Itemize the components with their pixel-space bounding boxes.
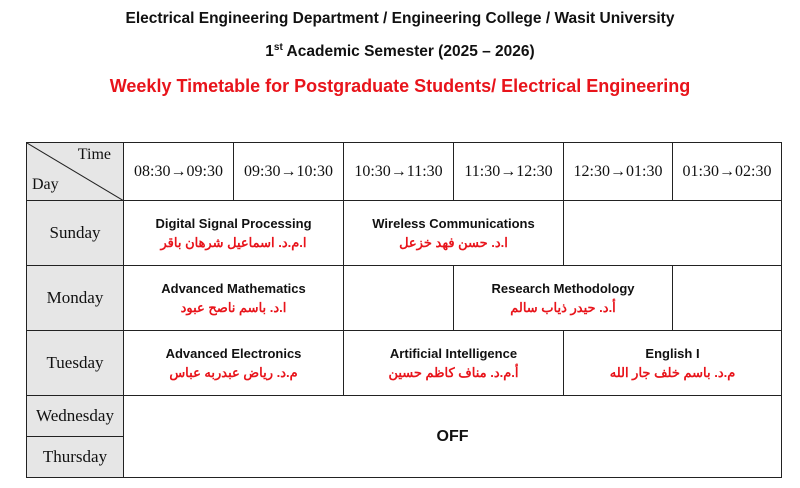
time-header-row [27,143,782,201]
corner-time-label: Time [77,146,111,163]
row-monday [27,266,782,331]
header-department: Electrical Engineering Department / Engineering College / Wasit University [125,10,675,27]
row-wednesday [27,396,782,437]
course-cell [454,266,673,331]
empty-cell [564,201,782,266]
course-instructor: م.د. رياض عبدربه عباس [169,364,298,380]
course-instructor: أ.د. حيدر ذياب سالم [510,299,616,315]
semester-ordinal: st [273,42,283,53]
course-instructor: أ.م.د. مناف كاظم حسين [388,364,519,380]
course-name: Wireless Communications [372,215,535,231]
off-cell: OFF [124,396,782,478]
semester-text: Academic Semester (2025 – 2026) [282,43,535,61]
time-slot-4: 11:30→12:30 [454,143,564,201]
course-name: English I [645,345,700,361]
time-slot-2: 09:30→10:30 [234,143,344,201]
time-slot-6: 01:30→02:30 [673,143,782,201]
course-cell [564,331,782,396]
time-slot-1: 08:30→09:30 [124,143,234,201]
course-cell [124,266,344,331]
course-instructor: م.د. باسم خلف جار الله [609,364,736,380]
course-name: Artificial Intelligence [389,345,518,361]
course-instructor: ا.د. حسن فهد خزعل [399,234,508,250]
timetable-title: Weekly Timetable for Postgraduate Students/ Electrical Engineering [109,76,691,96]
course-cell [344,201,564,266]
day-sunday: Sunday [27,201,124,266]
course-instructor: ا.م.د. اسماعيل شرهان باقر [160,234,307,250]
course-cell [124,331,344,396]
empty-cell [673,266,782,331]
course-name: Advanced Mathematics [161,280,306,296]
course-instructor: ا.د. باسم ناصح عبود [180,299,287,315]
empty-cell [344,266,454,331]
time-slot-3: 10:30→11:30 [344,143,454,201]
day-thursday: Thursday [27,437,124,478]
time-slot-5: 12:30→01:30 [564,143,673,201]
course-cell [124,201,344,266]
corner-day-label: Day [32,176,59,193]
corner-cell [27,143,124,201]
header-semester [0,42,800,61]
timetable [26,142,782,478]
day-wednesday: Wednesday [27,396,124,437]
row-sunday [27,201,782,266]
course-cell [344,331,564,396]
semester-number: 1 [265,43,274,61]
course-name: Advanced Electronics [165,345,302,361]
row-tuesday [27,331,782,396]
day-monday: Monday [27,266,124,331]
course-name: Digital Signal Processing [155,215,312,231]
course-name: Research Methodology [491,280,635,296]
day-tuesday: Tuesday [27,331,124,396]
